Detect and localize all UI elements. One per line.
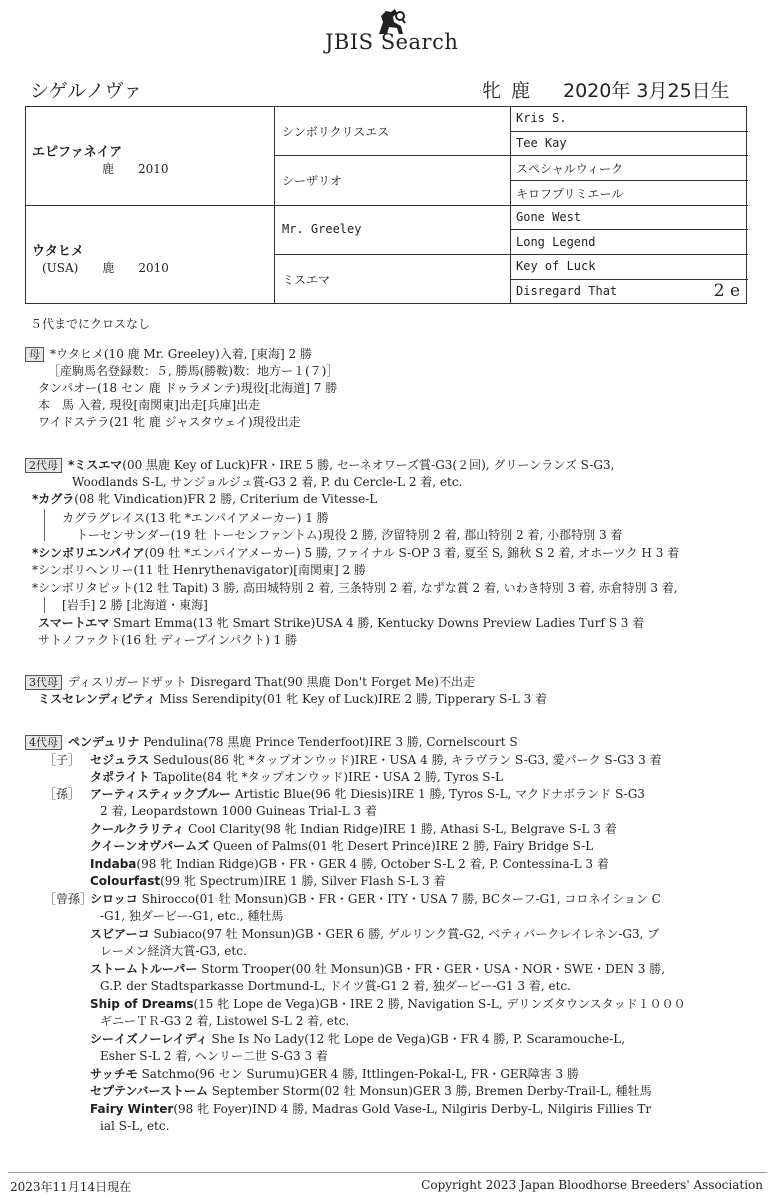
horse-title-row bbox=[30, 74, 750, 104]
g4-line-3: タポライト Tapolite(84 牝 *タップオンウッド)IRE・USA 2 勝, Tyros S-L bbox=[90, 770, 503, 784]
g2-line-6: *シンボリエンパイア(09 牡 *エンパイアメーカー) 5 勝, ファイナル S-OP 3 着, 夏至 S, 錦秋 S 2 着, オホーツク H 3 着 bbox=[32, 546, 680, 560]
pedigree-dss[interactable]: Gone West bbox=[516, 210, 582, 224]
dam-line-5: ワイドステラ(21 牝 鹿 ジャスタウェイ)現役出走 bbox=[38, 415, 301, 429]
pedigree-table bbox=[25, 106, 747, 304]
horse-sex-color: 牝 鹿 bbox=[482, 80, 533, 102]
g2-line-3: *カグラ(08 牝 Vindication)FR 2 勝, Criterium de Vitesse-L bbox=[32, 492, 378, 506]
pedigree-ds[interactable]: Mr. Greeley bbox=[282, 222, 362, 236]
jbis-logo[interactable] bbox=[325, 8, 460, 58]
g3-badge: 3代母 bbox=[25, 675, 62, 690]
cross-note: ５代までにクロスなし bbox=[30, 317, 151, 331]
logo-text: JBIS Search bbox=[325, 30, 459, 54]
g2-line-7: *シンボリヘンリー(11 牡 Henrythenavigator)[南関東] 2 勝 bbox=[32, 563, 366, 577]
g2-line-9: [岩手] 2 勝 [北海道・東海] bbox=[62, 598, 208, 612]
sire-info: 鹿 2010 bbox=[102, 162, 169, 176]
g4-line-12: スビアーコ Subiaco(97 牡 Monsun)GB・GER 6 勝, ゲルリンク賞-G2, ベティバークレイレネン-G3, ブ bbox=[90, 927, 660, 941]
g2-line-5: トーセンサンダー(19 牡 トーセンファントム)現役 2 勝, 汐留特別 2 着, 郡山特別 2 着, 小郡特別 3 着 bbox=[76, 528, 623, 542]
pedigree-dd[interactable]: ミスエマ bbox=[282, 273, 331, 287]
pedigree-ddd[interactable]: Disregard That bbox=[516, 284, 618, 298]
dam-line-3: タンパオー(18 セン 鹿 ドゥラメンテ)現役[北海道] 7 勝 bbox=[38, 381, 338, 395]
g4-line-5: 2 着, Leopardstown 1000 Guineas Trial-L 3 着 bbox=[100, 804, 377, 818]
pedigree-sss[interactable]: Kris S. bbox=[516, 111, 567, 125]
g2-line-1: 2代母 *ミスエマ(00 黒鹿 Key of Luck)FR・IRE 5 勝, セーネオワーズ賞-G3(２回), グリーンランズ S-G3, bbox=[25, 457, 614, 473]
g4-badge: 4代母 bbox=[25, 735, 62, 750]
g4-line-17: ギニーＴＲ-G3 2 着, Listowel S-L 2 着, etc. bbox=[100, 1014, 350, 1028]
dam-line-4: 本 馬 入着, 現役[南関東]出走[兵庫]出走 bbox=[38, 398, 261, 412]
g4-line-10: シロッコ Shirocco(01 牡 Monsun)GB・FR・GER・ITY・USA 7 勝, BCターフ-G1, コロネイション C bbox=[90, 892, 661, 906]
pedigree-sds[interactable]: スペシャルウィーク bbox=[516, 162, 624, 176]
pedigree-ssd[interactable]: Tee Kay bbox=[516, 136, 567, 150]
family-number: 2 e bbox=[713, 281, 740, 301]
g4-line-15: G.P. der Stadtsparkasse Dortmund-L, ドイツ賞-G1 2 着, 独ダービー-G1 3 着, etc. bbox=[100, 979, 571, 993]
g2-line-11: サトノファクト(16 牡 ディープインパクト) 1 勝 bbox=[38, 633, 298, 647]
g4-line-1: 4代母 ペンデュリナ Pendulina(78 黒鹿 Prince Tenderfoot)IRE 3 勝, Cornelscourt S bbox=[25, 734, 518, 750]
dam-info: (USA) 鹿 2010 bbox=[42, 261, 169, 275]
g4-line-4: アーティスティックブルー Artistic Blue(96 牝 Diesis)IRE 1 勝, Tyros S-L, マクドナボランド S-G3 bbox=[90, 787, 645, 801]
pedigree-dsd[interactable]: Long Legend bbox=[516, 235, 596, 249]
g4-line-11: -G1, 独ダービー-G1, etc., 種牡馬 bbox=[100, 909, 284, 923]
pedigree-sdd[interactable]: キロフプリミエール bbox=[516, 187, 624, 201]
g2-badge: 2代母 bbox=[25, 458, 62, 473]
pedigree-dds[interactable]: Key of Luck bbox=[516, 259, 596, 273]
g4-line-19: Esher S-L 2 着, ヘンリー二世 S-G3 3 着 bbox=[100, 1049, 328, 1063]
dam-badge: 母 bbox=[25, 347, 44, 362]
g2-line-2: Woodlands S-L, サンジョルジュ賞-G3 2 着, P. du Cercle-L 2 着, etc. bbox=[72, 475, 463, 489]
g4-line-2: セジュラス Sedulous(86 牝 *タップオンウッド)IRE・USA 4 勝, キラヴラン S-G3, 愛パーク S-G3 3 着 bbox=[90, 753, 662, 767]
g2-line-4: カグラグレイス(13 牝 *エンパイアメーカー) 1 勝 bbox=[62, 511, 329, 525]
g4-line-16: Ship of Dreams(15 牝 Lope de Vega)GB・IRE 2 勝, Navigation S-L, デリンズタウンスタッド１０００ bbox=[90, 997, 686, 1011]
footer-date: 2023年11月14日現在 bbox=[10, 1180, 132, 1194]
g4-line-22: Fairy Winter(98 牝 Foyer)IND 4 勝, Madras Gold Vase-L, Nilgiris Derby-L, Nilgiris Fillies Tr bbox=[90, 1102, 652, 1116]
g4-line-18: シーイズノーレイディ She Is No Lady(12 牝 Lope de Vega)GB・FR 4 勝, P. Scaramouche-L, bbox=[90, 1032, 626, 1046]
g2-line-8: *シンボリタピット(12 牡 Tapit) 3 勝, 高田城特別 2 着, 三条特別 2 着, なずな賞 2 着, いわき特別 3 着, 赤倉特別 3 着, bbox=[32, 581, 678, 595]
g4-tag-child: ［子］ bbox=[44, 753, 81, 767]
footer-copyright: Copyright 2023 Japan Bloodhorse Breeders' Association bbox=[421, 1178, 763, 1192]
dam-line-2: ［産駒馬名登録数：５, 勝馬(勝鞍)数：地方ー１(７)］ bbox=[48, 364, 339, 378]
g4-line-23: ial S-L, etc. bbox=[100, 1119, 170, 1133]
footer-divider bbox=[8, 1172, 767, 1173]
g2-line-10: スマートエマ Smart Emma(13 牝 Smart Strike)USA 4 勝, Kentucky Downs Preview Ladies Turf S 3 着 bbox=[38, 616, 645, 630]
pedigree-sire[interactable] bbox=[32, 141, 272, 177]
pedigree-dam[interactable] bbox=[32, 240, 272, 276]
g3-line-2: ミスセレンディピティ Miss Serendipity(01 牝 Key of Luck)IRE 2 勝, Tipperary S-L 3 着 bbox=[38, 692, 548, 706]
g4-line-6: クールクラリティ Cool Clarity(98 牝 Indian Ridge)IRE 1 勝, Athasi S-L, Belgrave S-L 3 着 bbox=[90, 822, 617, 836]
g4-line-21: セプテンバーストーム September Storm(02 牡 Monsun)GER 3 勝, Bremen Derby-Trail-L, 種牡馬 bbox=[90, 1084, 652, 1098]
horse-name: シゲルノヴァ bbox=[30, 80, 143, 102]
g4-line-14: ストームトルーパー Storm Trooper(00 牡 Monsun)GB・FR・GER・USA・NOR・SWE・DEN 3 勝, bbox=[90, 962, 666, 976]
pedigree-sd[interactable]: シーザリオ bbox=[282, 174, 342, 188]
sire-name[interactable]: エピファネイア bbox=[32, 145, 123, 160]
g4-line-20: サッチモ Satchmo(96 セン Surumu)GER 4 勝, Ittlingen-Pokal-L, FR・GER障害 3 勝 bbox=[90, 1067, 579, 1081]
g4-tag-grand: ［孫］ bbox=[44, 787, 81, 801]
g4-line-13: レーメン経済大賞-G3, etc. bbox=[100, 944, 247, 958]
g3-line-1: 3代母 ディスリガードザット Disregard That(90 黒鹿 Don't Forget Me)不出走 bbox=[25, 674, 475, 690]
g4-line-7: クイーンオヴパームズ Queen of Palms(01 牝 Desert Prince)IRE 2 勝, Fairy Bridge S-L bbox=[90, 839, 594, 853]
g4-line-8: Indaba(98 牝 Indian Ridge)GB・FR・GER 4 勝, October S-L 2 着, P. Contessina-L 3 着 bbox=[90, 857, 609, 871]
g4-tag-great: ［曾孫］ bbox=[44, 892, 93, 906]
dam-section bbox=[25, 346, 312, 362]
dam-name[interactable]: ウタヒメ bbox=[32, 244, 84, 259]
horse-birth-date: 2020年 3月25日生 bbox=[563, 80, 730, 102]
pedigree-ss[interactable]: シンボリクリスエス bbox=[282, 125, 390, 139]
g4-line-9: Colourfast(99 牝 Spectrum)IRE 1 勝, Silver Flash S-L 3 着 bbox=[90, 874, 446, 888]
dam-line-1: *ウタヒメ(10 鹿 Mr. Greeley)入着, [東海] 2 勝 bbox=[50, 347, 312, 361]
